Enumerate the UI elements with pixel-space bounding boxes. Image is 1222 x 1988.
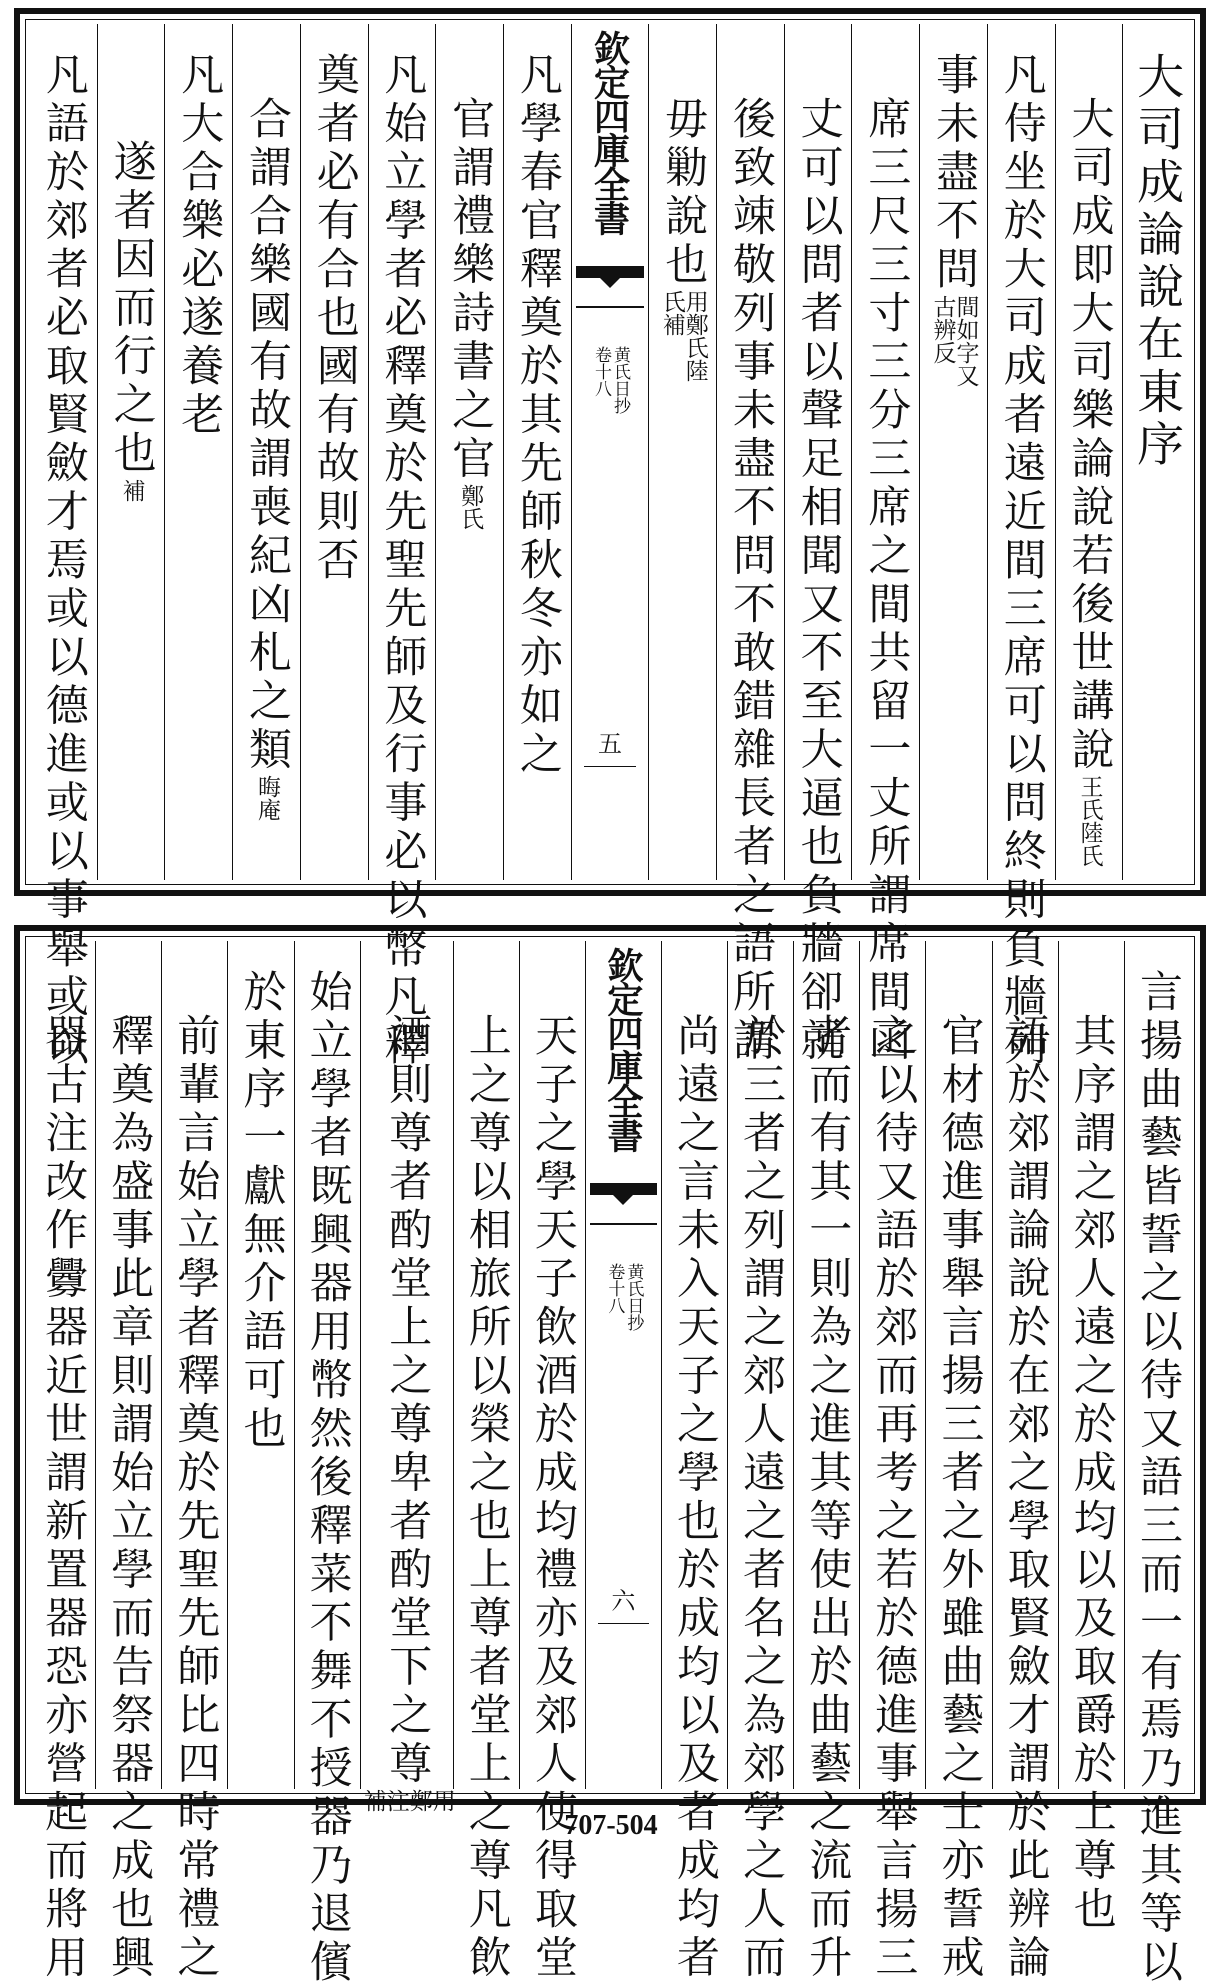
column: 事未盡不問 間如字又古辨反: [919, 24, 987, 880]
column: 於東序一獻無介語可也: [227, 941, 293, 1789]
volume-label: 卷十八: [604, 1263, 625, 1314]
column: 酒則尊者酌堂上之尊卑者酌堂下之尊 用鄭注補: [360, 941, 453, 1789]
column: 凡語於郊者必取賢斂才焉或以德進或以事舉或以: [38, 52, 89, 1071]
divider: [598, 1623, 649, 1624]
annotation: 用鄭氏陸氏補: [658, 290, 708, 382]
column: 官謂禮樂詩書之官 鄭氏: [435, 24, 503, 880]
column: 尚遠之言未入天子之學也於成均以及者成均者: [661, 941, 727, 1789]
column: 毋勦說也 用鄭氏陸氏補: [648, 24, 716, 880]
column: 大司成論說在東序: [1122, 24, 1190, 880]
page-footer-number: 707-504: [564, 1810, 658, 1841]
column: 官材德進事舉言揚三者之外雖曲藝之士亦誓戒: [925, 941, 991, 1789]
library-title: 欽定四庫全書: [601, 947, 644, 1151]
fish-tail-mark: [590, 1183, 657, 1225]
column: 之以待又語於郊而再考之若於德進事舉言揚三: [859, 941, 925, 1789]
column: 丈可以問者以聲足相聞又不至大逼也負牆卻就: [784, 24, 852, 880]
column: 合謂合樂國有故謂喪紀凶札之類 晦庵: [232, 24, 300, 880]
book-info: [572, 346, 649, 466]
column: 其序謂之郊人遠之於成均以及取爵於上尊也: [1058, 941, 1124, 1789]
annotation: 王氏陸氏: [1076, 775, 1103, 867]
fish-tail-mark: [576, 266, 645, 308]
annotation: 晦庵: [254, 775, 280, 821]
annotation: 補: [118, 478, 145, 502]
column: 後致竦敬列事未盡不問不敢錯雜長者之語所謂: [716, 24, 784, 880]
column: 語於郊謂論說於在郊之學取賢斂才謂於此辨論: [992, 941, 1058, 1789]
annotation: 間如字又古辨反: [929, 294, 979, 387]
column: 凡學春官釋奠於其先師秋冬亦如之: [503, 24, 571, 880]
column: 上之尊以相旅所以榮之也上尊者堂上之尊凡飲: [453, 941, 519, 1789]
column: 器古注改作釁器近世謂新置器恐亦營起而將用: [38, 1013, 89, 1983]
column: 大司成即大司樂論說若後世講說 王氏陸氏: [1055, 24, 1123, 880]
volume-label: 卷十八: [591, 346, 612, 397]
annotation: 鄭氏: [457, 484, 484, 530]
column: 天子之學天子飲酒於成均禮亦及郊人使得取堂: [519, 941, 585, 1789]
column: 於三者之列謂之郊人遠之者名之為郊學之人而: [727, 941, 793, 1789]
page-number: 五: [598, 730, 623, 758]
source-title: 黄氏日抄: [610, 346, 631, 414]
column: 者而有其一則為之進其等使出於曲藝之流而升: [793, 941, 859, 1789]
column: 奠者必有合也國有故則否: [300, 24, 368, 880]
column: 言揚曲藝皆誓之以待又語三而一有焉乃進其等以: [1124, 941, 1190, 1789]
column: 釋奠為盛事此章則謂始立學而告祭器之成也興: [95, 941, 161, 1789]
center-fold: [585, 941, 661, 1789]
page-number: 六: [611, 1587, 636, 1615]
source-title: 黄氏日抄: [623, 1263, 644, 1331]
column: 遂者因而行之也 補: [97, 24, 165, 880]
upper-page: [14, 8, 1206, 1071]
column: 凡大合樂必遂養老: [164, 24, 232, 880]
column: 前輩言始立學者釋奠於先聖先師比四時常禮之: [161, 941, 227, 1789]
column: 凡始立學者必釋奠於先聖先師及行事必以幣凡釋: [368, 24, 436, 880]
column: 席三尺三寸三分三席之間共留一丈所謂席間函: [851, 24, 919, 880]
column: 凡侍坐於大司成者遠近間三席可以問終則負牆列: [987, 24, 1055, 880]
divider: [584, 766, 637, 767]
center-fold: [571, 24, 649, 880]
library-title: 欽定四庫全書: [588, 30, 631, 234]
column: 始立學者既興器用幣然後釋菜不舞不授器乃退儐: [294, 941, 360, 1789]
annotation: 用鄭注補: [359, 1789, 455, 1812]
book-info: [586, 1263, 661, 1383]
upper-columns: [30, 24, 1190, 1071]
